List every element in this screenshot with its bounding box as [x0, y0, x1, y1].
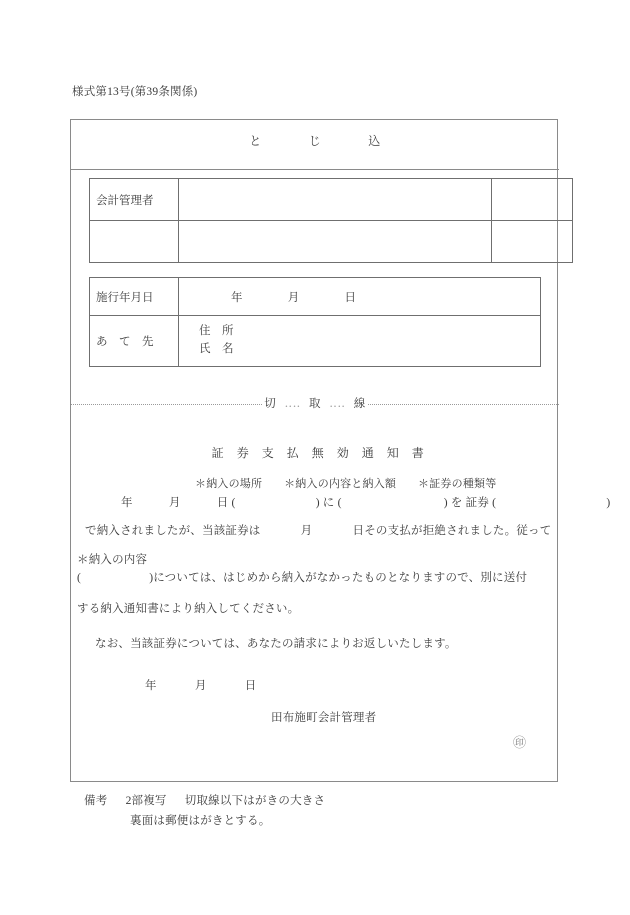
table-row — [90, 179, 573, 221]
cut-dots-1: ‥‥ — [284, 398, 301, 410]
manager-main-cell-1[interactable] — [179, 179, 492, 221]
notice-title-char-7: 通 — [361, 446, 375, 460]
body-paragraph-3: する納入通知書により納入してください。 — [77, 603, 300, 615]
notice-title-char-9: 書 — [411, 446, 425, 460]
title-divider-rule — [71, 169, 559, 170]
notice-title-char-4: 払 — [286, 446, 300, 460]
paren-open-3: ( — [492, 497, 497, 509]
cut-char-2: 取 — [309, 398, 321, 410]
connector-ni: に — [322, 497, 335, 509]
paren-open-2: ( — [337, 497, 342, 509]
notice-title-char-1: 証 — [211, 446, 225, 460]
star-content-amount-label: ＊納入の内容と納入額 — [284, 478, 397, 490]
enforcement-date-ymd — [185, 292, 357, 304]
addressee-fields[interactable] — [179, 316, 541, 367]
connector-wo: を — [450, 497, 463, 509]
remarks-copies: 2部複写 — [125, 795, 167, 807]
enforcement-date-fields[interactable] — [179, 278, 541, 316]
sig-day-label: 日 — [244, 680, 257, 692]
remarks-size-note: 切取線以下はがきの大きさ — [184, 795, 326, 807]
cut-char-3: 線 — [353, 398, 366, 410]
remarks-line-2: 裏面は郵便はがきとする。 — [130, 815, 271, 828]
body-1-text-a: で納入されましたが、当該証券は — [85, 525, 261, 537]
remarks-label: 備考 — [84, 795, 108, 807]
notice-title-char-6: 効 — [336, 446, 350, 460]
star-content-label-row: ＊納入の内容 — [77, 554, 148, 566]
accounting-manager-table — [89, 178, 573, 263]
payment-date-row — [71, 494, 611, 510]
manager-main-cell-2[interactable] — [179, 221, 492, 263]
cut-line-dots-right — [368, 404, 559, 405]
year-label: 年 — [231, 291, 243, 304]
form-outer-frame — [70, 119, 611, 782]
seal-icon: ㊞ — [513, 735, 527, 750]
manager-label-cell: 会計管理者 — [90, 179, 179, 221]
body-paragraph-4: なお、当該証券については、あなたの請求によりお返しいたします。 — [95, 638, 457, 650]
table-row — [90, 316, 541, 367]
notice-section — [71, 420, 611, 750]
body-2-text: )については、はじめから納入がなかったものとなりますので、別に送付 — [149, 572, 528, 584]
day-label: 日 — [344, 291, 357, 304]
notice-title-char-8: 知 — [386, 446, 400, 460]
cut-line-text — [262, 395, 368, 411]
payment-month-label: 月 — [168, 497, 181, 509]
star-annotation-row — [71, 475, 559, 491]
paren-close-1: ) — [315, 497, 320, 509]
cut-dots-2: ‥‥ — [329, 398, 346, 410]
month-label: 月 — [287, 291, 300, 304]
binding-title-char-1: と — [249, 134, 262, 148]
payment-day-label: 日 — [216, 497, 229, 509]
remarks-line-1 — [84, 791, 325, 811]
addressee-table — [89, 277, 541, 367]
addressee-label: あ て 先 — [90, 316, 179, 367]
body-paragraph-2 — [71, 569, 559, 585]
table-row — [90, 278, 541, 316]
addressee-field-lines — [185, 323, 534, 359]
body-1-text-b: 日その支払が拒絶されました。従って — [352, 525, 552, 537]
star-place-label: ＊納入の場所 — [195, 478, 263, 490]
notice-title-char-2: 券 — [236, 446, 250, 460]
binding-title-char-2: じ — [308, 134, 322, 148]
paren-close-3: ) — [606, 497, 611, 509]
notice-title-char-5: 無 — [311, 446, 325, 460]
binding-title — [71, 132, 559, 149]
manager-narrow-cell-2[interactable] — [492, 221, 573, 263]
remarks-section — [84, 791, 325, 831]
payment-year-label: 年 — [121, 497, 133, 509]
sig-month-label: 月 — [194, 680, 207, 692]
cut-line — [71, 397, 559, 411]
notice-title — [71, 444, 559, 461]
cut-line-dots-left — [71, 404, 262, 405]
cut-char-1: 切 — [264, 398, 277, 410]
form-number-caption: 様式第13号(第39条関係) — [72, 86, 198, 98]
sig-year-label: 年 — [145, 680, 157, 692]
body-paragraph-1 — [71, 522, 559, 538]
star-security-type-label: ＊証券の種類等 — [418, 478, 497, 490]
address-field-label: 住 所 — [199, 325, 234, 338]
paren-close-2: ) — [443, 497, 448, 509]
security-word: 証券 — [465, 497, 490, 509]
name-field-label: 氏 名 — [199, 343, 234, 355]
paren-open-1: ( — [231, 497, 236, 509]
binding-title-char-3: 込 — [368, 134, 381, 148]
manager-label-cell-2[interactable] — [90, 221, 179, 263]
signature-date-row — [71, 677, 559, 693]
enforcement-date-label: 施行年月日 — [90, 278, 179, 316]
notice-title-char-3: 支 — [261, 446, 275, 460]
paren-open-4: ( — [77, 572, 82, 584]
refusal-month-label: 月 — [300, 525, 313, 537]
issuing-organization: 田布施町会計管理者 — [271, 712, 377, 724]
table-row — [90, 221, 573, 263]
manager-narrow-cell-1[interactable] — [492, 179, 573, 221]
